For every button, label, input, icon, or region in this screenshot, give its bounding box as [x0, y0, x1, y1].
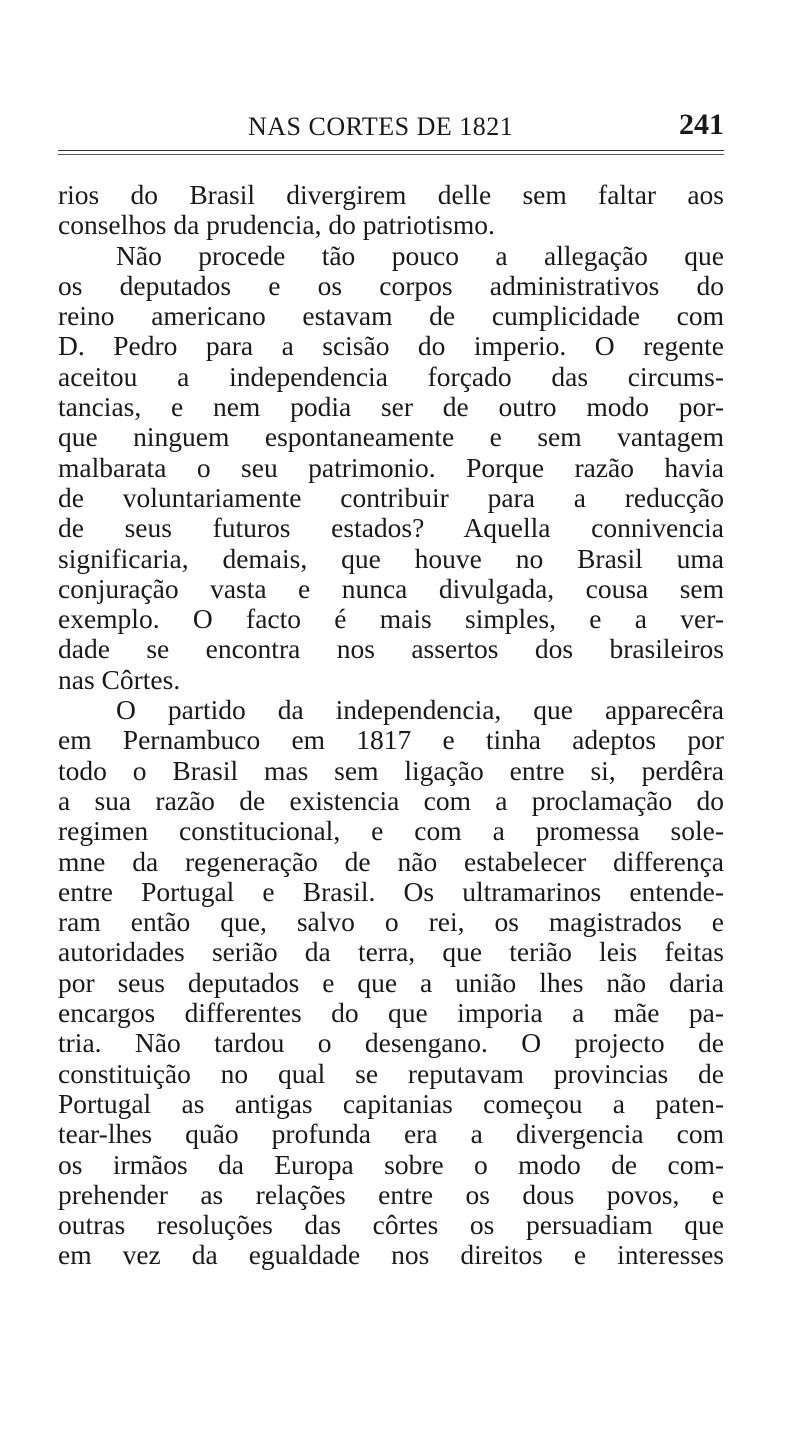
text-line: os irmãos da Europa sobre o modo de com-: [58, 1149, 724, 1180]
text-line: O partido da independencia, que apparecêra: [116, 695, 724, 726]
text-line: por seus deputados e que a união lhes não daria: [58, 967, 724, 998]
text-line: tancias, e nem podia ser de outro modo por-: [58, 392, 724, 423]
text-line: reino americano estavam de cumplicidade com: [58, 301, 724, 332]
text-line: Não procede tão pouco a allegação que: [116, 240, 724, 271]
text-line: aceitou a independencia forçado das circums-: [58, 361, 724, 392]
text-line: exemplo. O facto é mais simples, e a ver-: [58, 604, 724, 635]
page-number: 241: [679, 108, 724, 141]
text-line: entre Portugal e Brasil. Os ultramarinos entende-: [58, 876, 724, 907]
text-line: dade se encontra nos assertos dos brasileiros: [58, 634, 724, 665]
book-page: [58, 0, 724, 1450]
text-line: encargos differentes do que imporia a mãe pa-: [58, 998, 724, 1029]
text-line: outras resoluções das côrtes os persuadiam que: [58, 1210, 724, 1241]
body-text: [58, 180, 724, 1271]
text-line: malbarata o seu patrimonio. Porque razão havia: [58, 452, 724, 483]
text-line: em Pernambuco em 1817 e tinha adeptos por: [58, 725, 724, 756]
text-line: nas Côrtes.: [58, 664, 181, 695]
text-line: autoridades serião da terra, que terião leis feitas: [58, 937, 724, 968]
running-title: NAS CORTES DE 1821: [248, 112, 514, 141]
text-line: tria. Não tardou o desengano. O projecto de: [58, 1028, 724, 1059]
text-line: de voluntariamente contribuir para a reducção: [58, 482, 724, 513]
text-line: tear-lhes quão profunda era a divergencia com: [58, 1119, 724, 1150]
text-line: mne da regeneração de não estabelecer differença: [58, 846, 724, 877]
text-line: a sua razão de existencia com a proclamação do: [58, 785, 724, 816]
text-line: conjuração vasta e nunca divulgada, cousa sem: [58, 573, 724, 604]
text-line: prehender as relações entre os dous povos, e: [58, 1179, 724, 1210]
header-rule: [58, 150, 724, 151]
text-line: ram então que, salvo o rei, os magistrados e: [58, 907, 724, 938]
text-line: significaria, demais, que houve no Brasil uma: [58, 543, 724, 574]
text-line: que ninguem espontaneamente e sem vantagem: [58, 422, 724, 453]
text-line: todo o Brasil mas sem ligação entre si, perdêra: [58, 755, 724, 786]
text-line: Portugal as antigas capitanias começou a paten-: [58, 1088, 724, 1119]
header-rule-secondary: [58, 154, 724, 155]
text-line: os deputados e os corpos administrativos do: [58, 270, 724, 301]
text-line: regimen constitucional, e com a promessa sole-: [58, 816, 724, 847]
text-line: constituição no qual se reputavam provincias de: [58, 1058, 724, 1089]
text-line: em vez da egualdade nos direitos e interesses: [58, 1240, 724, 1271]
text-line: D. Pedro para a scisão do imperio. O regente: [58, 331, 724, 362]
running-head: [58, 106, 724, 146]
text-line: de seus futuros estados? Aquella connivencia: [58, 513, 724, 544]
text-line: rios do Brasil divergirem delle sem faltar aos: [58, 180, 724, 210]
text-line: conselhos da prudencia, do patriotismo.: [58, 210, 495, 241]
